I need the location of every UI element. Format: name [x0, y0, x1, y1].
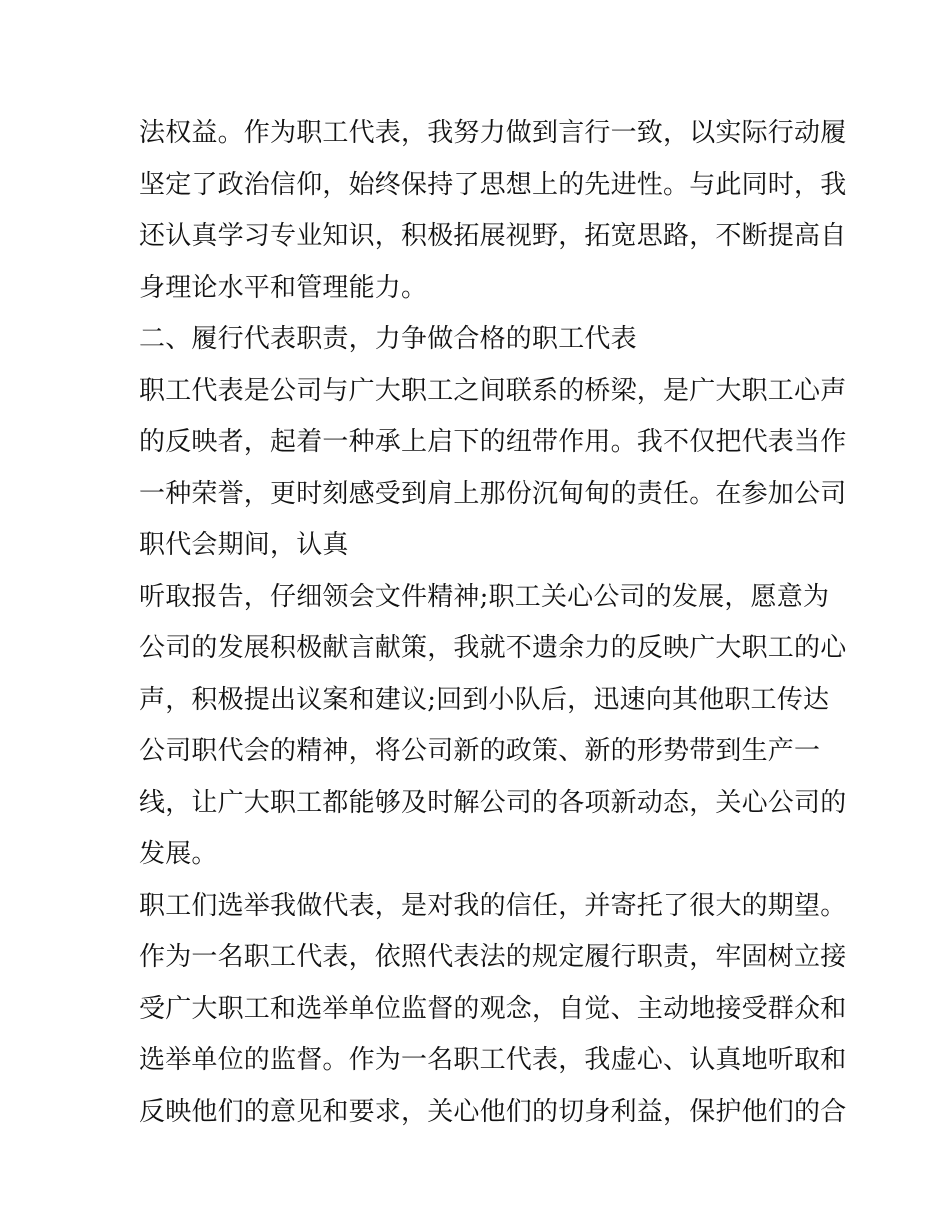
- text-line: 坚定了政治信仰，始终保持了思想上的先进性。与此同时，我: [139, 169, 847, 200]
- text-line: 声，积极提出议案和建议;回到小队后，迅速向其他职工传达: [139, 684, 830, 715]
- text-line: 发展。: [139, 839, 218, 869]
- text-line: 法权益。作为职工代表，我努力做到言行一致，以实际行动履: [139, 118, 847, 148]
- text-line: 公司职代会的精神，将公司新的政策、新的形势带到生产一: [139, 736, 821, 766]
- text-line: 线，让广大职工都能够及时解公司的各项新动态，关心公司的: [139, 787, 847, 818]
- text-line: 作为一名职工代表，依照代表法的规定履行职责，牢固树立接: [139, 942, 847, 972]
- text-line: 职工代表是公司与广大职工之间联系的桥梁，是广大职工心声: [139, 375, 847, 406]
- section-heading: 二、履行代表职责，力争做合格的职工代表: [139, 324, 637, 354]
- text-line: 职代会期间，认真: [139, 530, 349, 560]
- text-line: 的反映者，起着一种承上启下的纽带作用。我不仅把代表当作: [139, 427, 847, 457]
- text-line: 受广大职工和选举单位监督的观念，自觉、主动地接受群众和: [139, 993, 847, 1024]
- text-line: 选举单位的监督。作为一名职工代表，我虚心、认真地听取和: [139, 1045, 847, 1075]
- text-line: 一种荣誉，更时刻感受到肩上那份沉甸甸的责任。在参加公司: [139, 478, 847, 509]
- text-line: 公司的发展积极献言献策，我就不遗余力的反映广大职工的心: [139, 633, 847, 663]
- text-line: 职工们选举我做代表，是对我的信任，并寄托了很大的期望。: [139, 890, 847, 921]
- text-line: 听取报告，仔细领会文件精神;职工关心公司的发展，愿意为: [139, 581, 830, 612]
- text-line: 还认真学习专业知识，积极拓展视野，拓宽思路，不断提高自: [139, 221, 847, 251]
- text-line: 反映他们的意见和要求，关心他们的切身利益，保护他们的合: [139, 1096, 847, 1127]
- text-line: 身理论水平和管理能力。: [139, 272, 428, 303]
- document-body: [139, 108, 847, 1138]
